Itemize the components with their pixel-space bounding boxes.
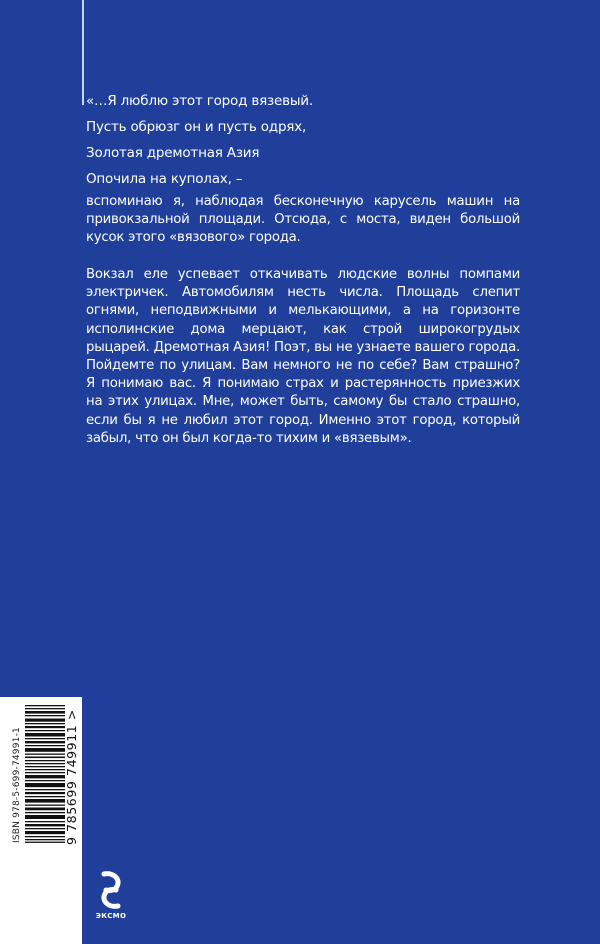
eksmo-logo-icon — [90, 868, 132, 912]
poem-line: «…Я люблю этот город вязевый. — [86, 93, 313, 109]
poem-line: Пусть обрюзг он и пусть одрях, — [86, 119, 307, 135]
decorative-vertical-rule — [82, 0, 84, 105]
poem-line: Золотая дремотная Азия — [86, 145, 260, 161]
barcode-digits: 9 785699 749911 > — [64, 709, 79, 845]
isbn-barcode — [10, 705, 82, 843]
prose-paragraph-1: вспоминаю я, наблюдая бесконечную карусель машин на привокзальной площади. Отсюда, с моста, виден большой кусок этого «вязового» города. — [86, 194, 520, 246]
poem-line: Опочила на куполах, – — [86, 171, 243, 187]
epigraph-poem — [86, 88, 526, 192]
publisher-name: ЭКСМО — [95, 912, 127, 920]
isbn-label: ISBN 978-5-699-74991-1 — [12, 727, 22, 843]
publisher-logo — [90, 868, 132, 928]
barcode-bars-icon — [25, 705, 65, 843]
prose-paragraph-2: Вокзал еле успевает откачивать людские волны помпами электричек. Автомобилям несть числа. Площадь слепит огнями, неподвижными и мелькающими, а на горизонте исполинские дома мерцают, как строй широкогрудых рыцарей. Дремотная Азия! Поэт, вы не узнаете вашего города. Пойдемте по улицам. Вам немного не по себе? Вам страшно? Я понимаю вас. Я понимаю страх и растерянность приезжих на этих улицах. Мне, может быть, самому бы стало страшно, если бы я не любил этот город. Именно этот город, который забыл, что он был когда-то тихим и «вязевым». — [86, 267, 520, 446]
